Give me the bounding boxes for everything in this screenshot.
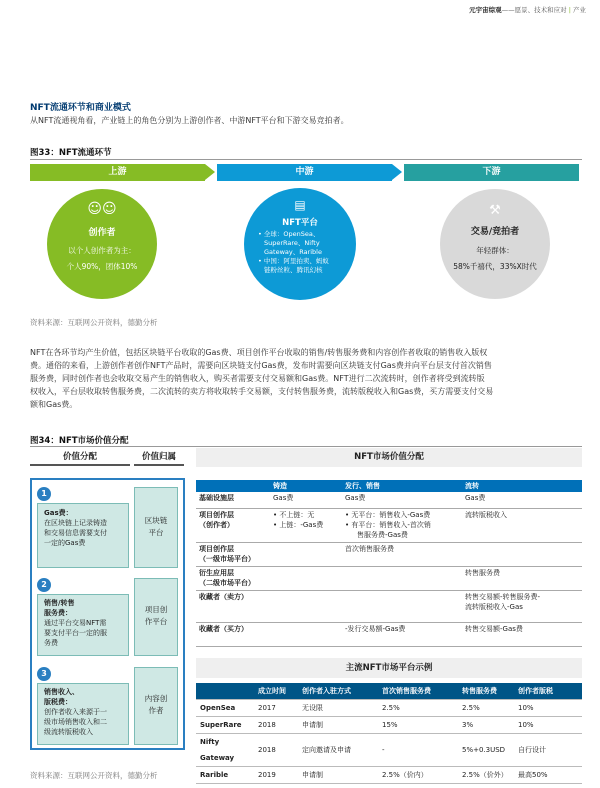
platform-title: NFT平台 [282, 218, 318, 228]
pf-name: Nifty Gateway [196, 734, 254, 767]
laptop-icon: ▤ [294, 198, 306, 212]
service-fee-desc: 要支付平台一定的服 [44, 629, 107, 637]
owner-blockchain-line: 平台 [148, 528, 164, 537]
pf-header: 成立时间 [254, 683, 298, 700]
mv-row-sublabel: （二级市场平台） [199, 578, 255, 587]
mv-cell: 转售交易额-转售服务费- [465, 592, 541, 601]
running-header [469, 5, 586, 14]
mv-row-label: 基础设施层 [199, 494, 234, 502]
creator-line1: 以个人创作者为主： [68, 246, 136, 255]
stage-upstream: 上游 [30, 164, 205, 181]
pf-cell: 10% [514, 700, 582, 717]
mv-cell: • 无平台：销售收入-Gas费 [345, 510, 431, 519]
pf-cell: 2.5%（价内） [378, 767, 458, 784]
mv-row-label: 衍生应用层 [199, 568, 234, 577]
pf-cell: 定向邀请及申请 [298, 734, 378, 767]
mv-cell: Gas费 [465, 494, 486, 502]
header-brand: 元宇宙综观 [469, 6, 502, 14]
owner-blockchain [134, 487, 178, 568]
table-row [196, 700, 582, 717]
stage-downstream: 下游 [404, 164, 579, 181]
creator-line2: 个人90%，团体10% [66, 262, 138, 271]
col-market-value: NFT市场价值分配 [196, 448, 582, 467]
mv-cell [342, 566, 462, 590]
gas-fee-box [37, 503, 129, 568]
header-separator: | [568, 6, 571, 14]
mv-cell [270, 622, 342, 646]
platform-bullet2: • 中国：阿里拍卖、蚂蚁 [258, 257, 329, 265]
pf-cell: 最高50% [514, 767, 582, 784]
step-3-badge: 3 [37, 667, 51, 681]
mv-cell: 转售服务费 [465, 568, 500, 577]
table-row [196, 734, 582, 767]
pf-cell: - [378, 734, 458, 767]
value-paragraph-line: 额和Gas费。 [30, 400, 78, 409]
pf-header: 首次销售服务费 [378, 683, 458, 700]
pf-name: OpenSea [196, 700, 254, 717]
creator-title: 创作者 [88, 228, 116, 238]
value-paragraph-line: NFT在各环节均产生价值，包括区块链平台收取的Gas费、项目创作平台收取的销售/转售服务费和内容创作者收取的销售收入版权 [30, 348, 488, 357]
fig33-source: 资料来源：互联网公开资料，德勤分析 [30, 318, 158, 327]
section-intro: 从NFT流通视角看，产业链上的角色分别为上游创作者、中游NFT平台和下游交易竞拍者。 [30, 116, 349, 125]
pf-cell: 申请制 [298, 767, 378, 784]
stage-arrow-2 [392, 164, 402, 180]
service-fee-title: 销售/转售 [44, 599, 75, 607]
section-title: NFT流通环节和商业模式 [30, 103, 131, 113]
mv-header-mint: 铸造 [273, 482, 287, 490]
mv-cell [270, 590, 342, 622]
pf-cell: 2.5% [378, 700, 458, 717]
market-value-table [196, 480, 582, 647]
platforms-title: 主流NFT市场平台示例 [196, 658, 582, 678]
mv-cell [462, 542, 582, 566]
mv-row-label: 收藏者（卖方） [199, 592, 248, 601]
mv-cell [270, 566, 342, 590]
royalty-desc: 级市场销售收入和二 [44, 718, 107, 726]
pf-cell: 2018 [254, 734, 298, 767]
pf-cell: 2017 [254, 700, 298, 717]
pf-cell: 5%+0.3USD [458, 734, 514, 767]
buyer-title: 交易/竞拍者 [470, 227, 520, 237]
mv-cell: • 不上链：无 [273, 510, 315, 519]
mv-row-sublabel: （创作者） [199, 520, 234, 529]
mv-row-label: 项目创作层 [199, 544, 234, 553]
mv-header-circulate: 流转 [465, 482, 479, 490]
pf-cell: 15% [378, 717, 458, 734]
royalty-box [37, 683, 129, 745]
mv-cell: • 有平台：销售收入-首次销 [345, 520, 431, 529]
mv-row-label: 项目创作层 [199, 510, 234, 519]
gavel-icon: ⚒ [489, 203, 501, 218]
pf-cell: 申请制 [298, 717, 378, 734]
service-fee-desc: 通过平台交易NFT需 [44, 619, 107, 627]
mv-cell: 售服务费-Gas费 [357, 530, 408, 539]
platform-circle [244, 188, 356, 300]
pf-name: SuperRare [196, 717, 254, 734]
creator-circle [47, 189, 157, 299]
pf-header: 创作者入驻方式 [298, 683, 378, 700]
value-paragraph-line: 服务费，同时创作者也会收取交易产生的销售收入，购买者需要支付交易额和Gas费。NFT进行二次流转时，创作者将受到流转版 [30, 374, 485, 383]
royalty-desc: 创作者收入来源于一 [44, 708, 107, 716]
pf-cell: 2.5% [458, 700, 514, 717]
pf-cell: 2018 [254, 717, 298, 734]
fig34-source: 资料来源：互联网公开资料，德勤分析 [30, 771, 158, 780]
mv-cell: Gas费 [273, 494, 294, 502]
mv-cell: • 上链：-Gas费 [273, 520, 324, 529]
pf-cell: 3% [458, 717, 514, 734]
pf-header [196, 683, 254, 700]
buyer-line1: 年轻群体： [476, 246, 514, 255]
col-value-distribution: 价值分配 [30, 450, 130, 466]
platforms-table [196, 683, 582, 784]
mv-cell: 流转版税收入 [465, 510, 507, 519]
royalty-title: 版税费： [44, 698, 72, 706]
pf-header: 转售服务费 [458, 683, 514, 700]
mv-header-empty [196, 480, 270, 492]
service-fee-title: 服务费： [44, 609, 72, 617]
table-row [196, 717, 582, 734]
fig34-title: 图34：NFT市场价值分配 [30, 436, 129, 446]
mv-cell: 转售交易额-Gas费 [465, 624, 523, 633]
owner-creator [134, 667, 178, 745]
fig33-rule [30, 159, 582, 160]
stage-arrow-1 [205, 164, 215, 180]
mv-cell: 流转版税收入-Gas [465, 602, 523, 611]
pf-header: 创作者版税 [514, 683, 582, 700]
platform-bullet2b: 链粉丝粒、腾讯幻核 [264, 266, 323, 274]
step-2-badge: 2 [37, 578, 51, 592]
mv-cell [342, 590, 462, 622]
platform-bullet1c: Gateway、Rarible [264, 248, 322, 256]
value-paragraph-line: 费。通俗的来看，上游创作者创作NFT产品时，需要向区块链支付Gas费，发布时需要向区块链支付Gas费并向平台层支付首次销售 [30, 361, 492, 370]
header-tag: 产业 [573, 6, 586, 14]
owner-creator-line: 内容创 [144, 694, 168, 703]
owner-blockchain-line: 区块链 [144, 516, 168, 525]
pf-cell: 10% [514, 717, 582, 734]
col-value-owner: 价值归属 [134, 450, 184, 466]
fig33-title: 图33：NFT流通环节 [30, 148, 112, 158]
gas-fee-title: Gas费： [44, 509, 73, 517]
royalty-desc: 级流转版税收入 [44, 728, 93, 736]
gas-fee-desc: 在区块链上记录铸造 [44, 519, 107, 527]
mv-row-label: 收藏者（买方） [199, 624, 248, 633]
owner-platform-line: 作平台 [144, 617, 168, 626]
value-paragraph-line: 权收入，平台层收取转售服务费，二次流转的卖方将收取转手交易额，支付转售服务费，流转版税收入和Gas费，买方需要支付交易 [30, 387, 494, 396]
pf-cell: 2019 [254, 767, 298, 784]
mv-cell: -发行交易额-Gas费 [345, 624, 406, 633]
mv-cell: Gas费 [345, 494, 366, 502]
mv-row-sublabel: （一级市场平台） [199, 554, 255, 563]
fig34-rule [30, 446, 582, 447]
pf-cell: 2.5%（价外） [458, 767, 514, 784]
owner-platform-line: 项目创 [144, 605, 168, 614]
header-title: ——愿景、技术和应对 [501, 6, 567, 14]
platform-bullet1b: SuperRare、Nifty [264, 239, 320, 247]
mv-cell: 首次销售服务费 [345, 544, 394, 553]
royalty-title: 销售收入、 [44, 688, 79, 696]
stage-midstream: 中游 [217, 164, 392, 181]
platform-bullet1: • 全球：OpenSea、 [258, 230, 320, 238]
gas-fee-desc: 一定的Gas费 [44, 539, 86, 547]
value-paragraph [30, 346, 575, 411]
mv-cell [270, 542, 342, 566]
pf-name: Rarible [196, 767, 254, 784]
owner-creator-line: 作者 [148, 706, 164, 715]
table-row [196, 767, 582, 784]
service-fee-box [37, 594, 129, 656]
owner-platform [134, 578, 178, 656]
mv-header-issue: 发行、销售 [345, 482, 380, 490]
step-1-badge: 1 [37, 487, 51, 501]
people-icon: ☺☺ [87, 201, 117, 217]
buyer-line2: 58%千禧代，33%X时代 [453, 262, 537, 271]
pf-cell: 无设限 [298, 700, 378, 717]
buyer-circle [440, 189, 550, 299]
gas-fee-desc: 和交易信息需要支付 [44, 529, 107, 537]
service-fee-desc: 务费 [44, 639, 58, 647]
pf-cell: 自行设计 [514, 734, 582, 767]
